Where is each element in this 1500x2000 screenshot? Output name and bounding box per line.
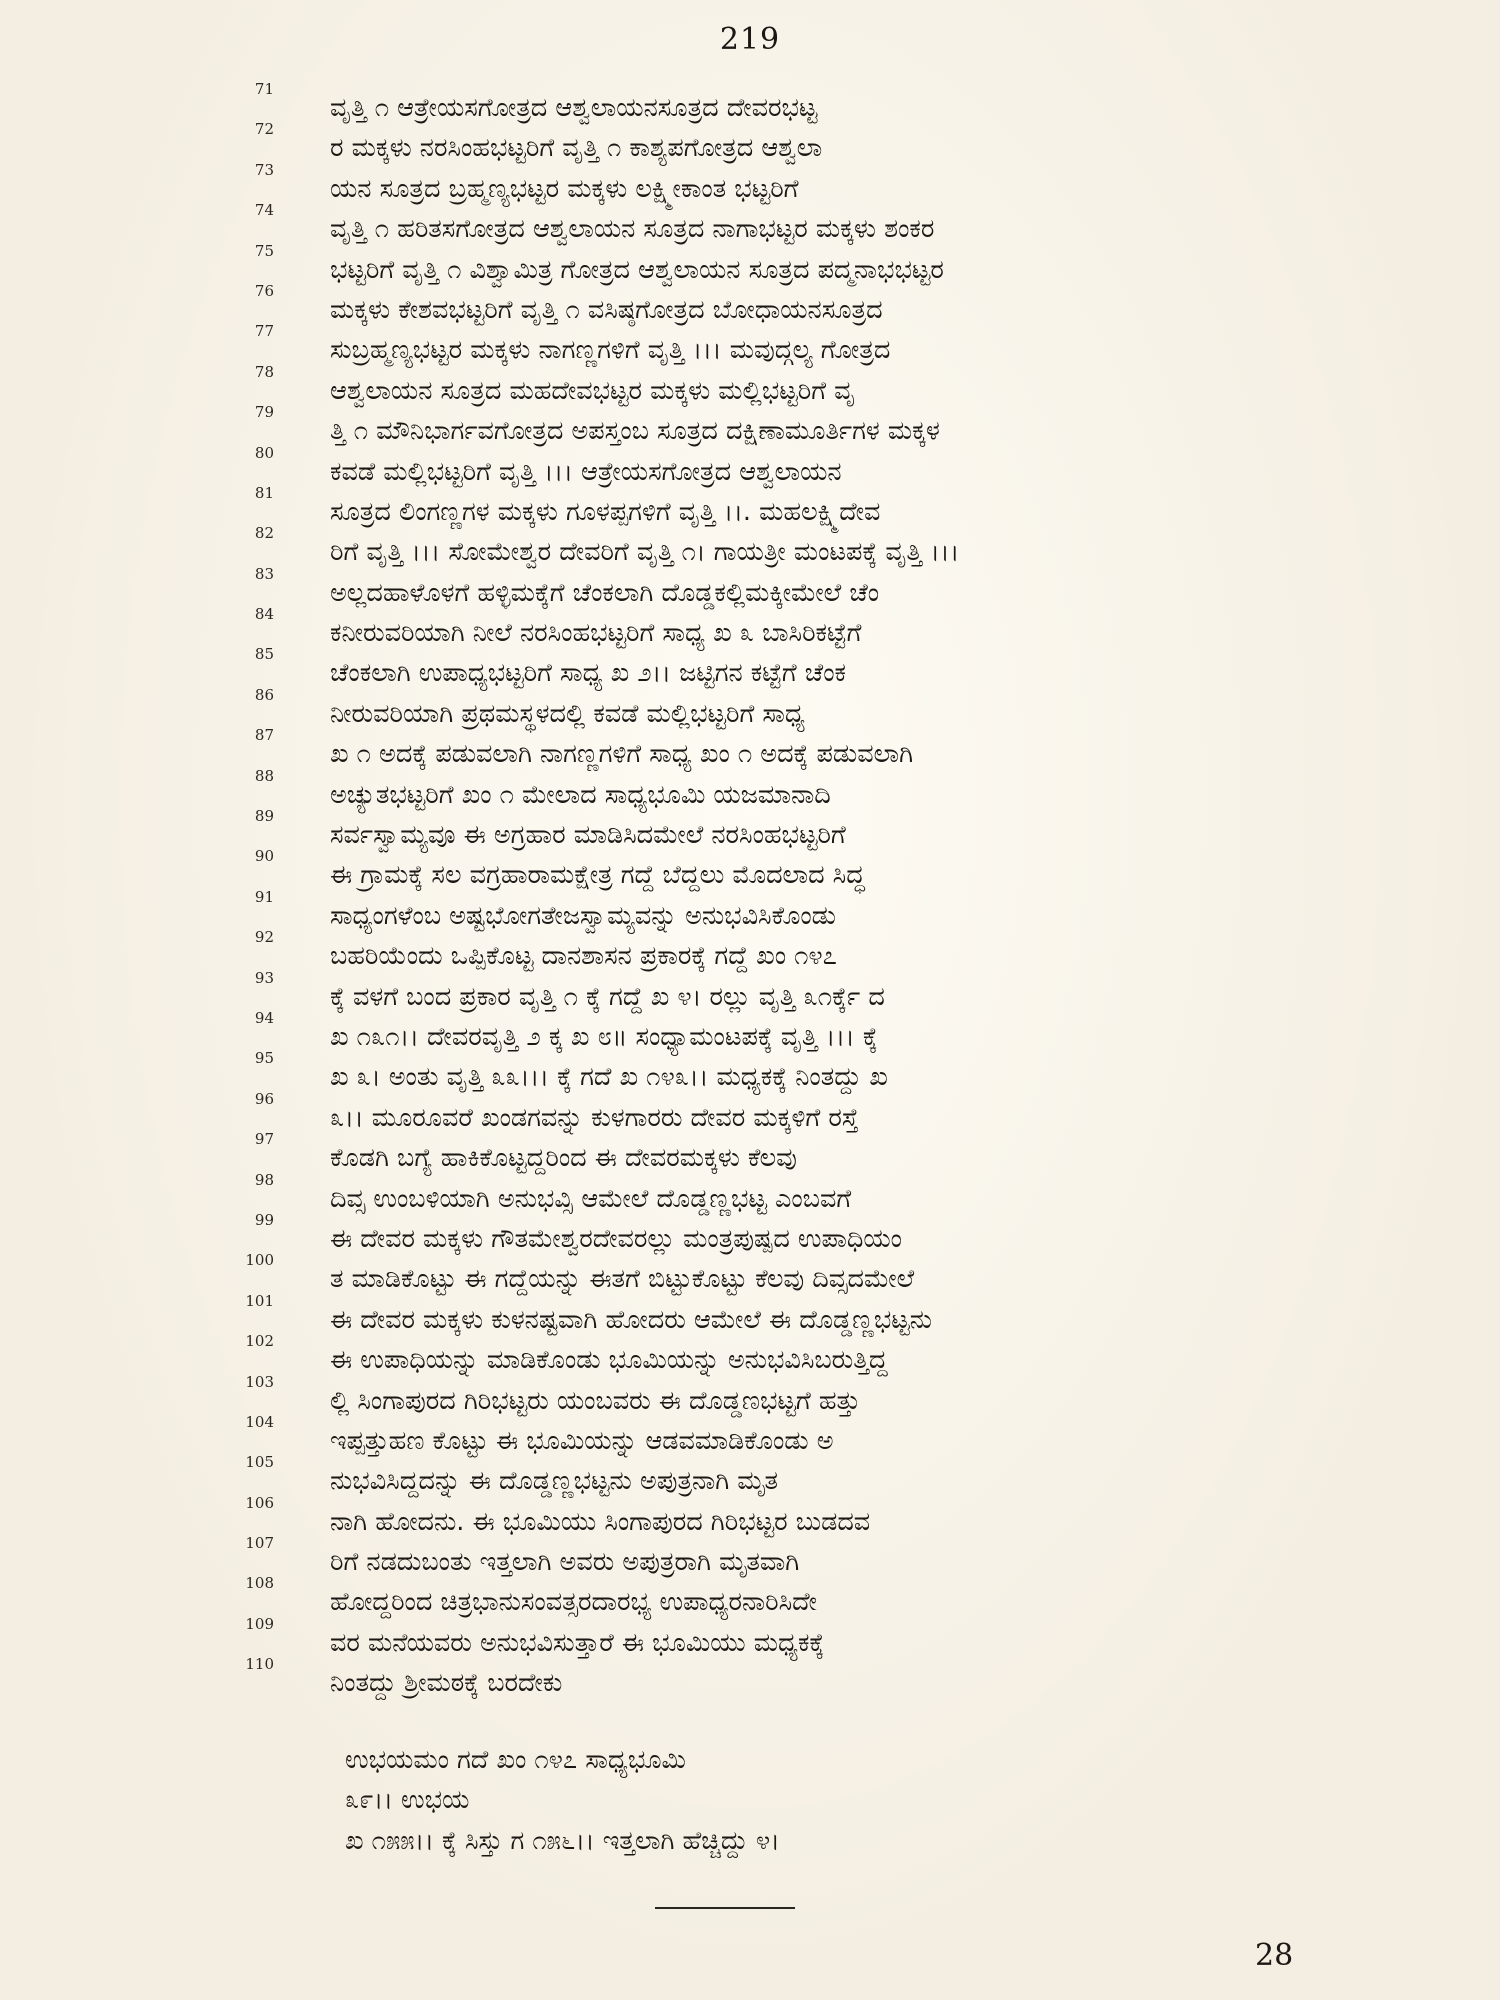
line-text: ಭಟ್ಟರಿಗೆ ವೃತ್ತಿ ೧ ವಿಶ್ವಾಮಿತ್ರ ಗೋತ್ರದ ಆಶ್ವಲಾಯನ ಸೂತ್ರದ ಪದ್ಮನಾಭಭಟ್ಟರ xyxy=(330,254,944,285)
line-number: 102 xyxy=(245,1332,274,1351)
summary-line: ಉಭಯಮಂ ಗದೆ ಖಂ ೧೪೭ ಸಾಧ್ಯಭೂಮಿ xyxy=(345,1745,686,1775)
line-number: 105 xyxy=(245,1453,274,1472)
line-text: ವೃತ್ತಿ ೧ ಹರಿತಸಗೋತ್ರದ ಆಶ್ವಲಾಯನ ಸೂತ್ರದ ನಾಗಾಭಟ್ಟರ ಮಕ್ಕಳು ಶಂಕರ xyxy=(330,214,935,245)
text-line xyxy=(245,1372,1290,1421)
line-text: ರಿಗೆ ವೃತ್ತಿ ।।। ಸೋಮೇಶ್ವರ ದೇವರಿಗೆ ವೃತ್ತಿ ೧। ಗಾಯತ್ರೀ ಮಂಟಪಕ್ಕೆ ವೃತ್ತಿ ।।। xyxy=(330,537,960,568)
line-number: 83 xyxy=(254,564,274,583)
line-number: 86 xyxy=(254,685,274,704)
line-text: ವೃತ್ತಿ ೧ ಆತ್ರೇಯಸಗೋತ್ರದ ಆಶ್ವಲಾಯನಸೂತ್ರದ ದೇವರಭಟ್ಟ xyxy=(330,93,818,123)
text-line xyxy=(254,1089,1290,1138)
text-line xyxy=(254,362,1290,411)
text-line xyxy=(254,766,1290,815)
line-number: 85 xyxy=(254,645,274,664)
text-line xyxy=(254,645,1290,693)
text-line xyxy=(245,1453,1290,1501)
line-number: 74 xyxy=(254,201,274,220)
line-text: ರಿಗೆ ನಡದುಬಂತು ಇತ್ತಲಾಗಿ ಅವರು ಅಪುತ್ರರಾಗಿ ಮೃತವಾಗಿ xyxy=(330,1547,800,1578)
line-number: 76 xyxy=(254,281,274,300)
line-text: ನಾಗಿ ಹೋದನು. ಈ ಭೂಮಿಯು ಸಿಂಗಾಪುರದ ಗಿರಿಭಟ್ಟರ ಬುಡದವ xyxy=(330,1506,871,1537)
text-line xyxy=(254,1210,1290,1259)
line-text: ಸೂತ್ರದ ಲಿಂಗಣ್ಣಗಳ ಮಕ್ಕಳು ಗೂಳಪ್ಪಗಳಿಗೆ ವೃತ್ತಿ ।।. ಮಹಲಕ್ಷ್ಮಿದೇವ xyxy=(330,496,881,527)
line-number: 91 xyxy=(254,887,274,906)
text-line xyxy=(254,1049,1290,1097)
line-text: ಈ ದೇವರ ಮಕ್ಕಳು ಗೌತಮೇಶ್ವರದೇವರಲ್ಲು ಮಂತ್ರಪುಷ್ಪದ ಉಪಾಧಿಯಂ xyxy=(330,1223,902,1254)
line-number: 97 xyxy=(254,1130,274,1149)
line-number: 93 xyxy=(254,968,274,987)
line-text: ತ್ತಿ ೧ ಮೌನಿಭಾರ್ಗವಗೋತ್ರದ ಅಪಸ್ತಂಬ ಸೂತ್ರದ ದಕ್ಷಿಣಾಮೂರ್ತಿಗಳ ಮಕ್ಕಳ xyxy=(330,416,940,447)
line-text: ಚೆಂಕಲಾಗಿ ಉಪಾಧ್ಯಭಟ್ಟರಿಗೆ ಸಾಧ್ಯ ಖ ೨।। ಜಟ್ಟಿಗನ ಕಟ್ಟೆಗೆ ಚೆಂಕ xyxy=(330,658,846,689)
text-line xyxy=(245,1614,1290,1663)
line-text: ಖ ೧೩೧।। ದೇವರವೃತ್ತಿ ೨ ಕ್ಕ ಖ ೮॥ ಸಂಧ್ಯಾಮಂಟಪಕ್ಕೆ ವೃತ್ತಿ ।।। ಕ್ಕೆ xyxy=(330,1021,878,1052)
line-number: 81 xyxy=(254,483,274,502)
text-line xyxy=(254,403,1290,451)
inscription-text-block xyxy=(245,80,1290,1704)
line-text: ದಿವ್ಸ ಉಂಬಳಿಯಾಗಿ ಅನುಭವ್ಸಿ ಆಮೇಲೆ ದೊಡ್ಡಣ್ಣಭಟ್ಟ ಎಂಬವಗೆ xyxy=(330,1183,852,1214)
line-text: ವರ ಮನೆಯವರು ಅನುಭವಿಸುತ್ತಾರೆ ಈ ಭೂಮಿಯು ಮಧ್ಯಕಕ್ಕೆ xyxy=(330,1627,825,1658)
line-text: ಅಚ್ಯುತಭಟ್ಟರಿಗೆ ಖಂ ೧ ಮೇಲಾದ ಸಾಧ್ಯಭೂಮಿ ಯಜಮಾನಾದಿ xyxy=(330,779,831,810)
section-end-rule xyxy=(655,1907,795,1909)
line-number: 100 xyxy=(245,1251,274,1270)
line-text: ಖ ೩। ಅಂತು ವೃತ್ತಿ ೩೩।।। ಕ್ಕೆ ಗದೆ ಖ ೧೪೩।। ಮಧ್ಯಕಕ್ಕೆ ನಿಂತದ್ದು ಖ xyxy=(330,1062,888,1093)
line-text: ಹೋದ್ದರಿಂದ ಚಿತ್ರಭಾನುಸಂವತ್ಸರದಾರಭ್ಯ ಉಪಾಧ್ಯರನಾರಿಸಿದೇ xyxy=(330,1587,817,1618)
text-line xyxy=(254,281,1290,330)
signature-number: 28 xyxy=(1255,1938,1294,1973)
line-text: ನುಭವಿಸಿದ್ದದನ್ನು ಈ ದೊಡ್ಡಣ್ಣಭಟ್ಟನು ಅಪುತ್ರನಾಗಿ ಮೃತ xyxy=(330,1466,779,1497)
line-text: ಸುಬ್ರಹ್ಮಣ್ಯಭಟ್ಟರ ಮಕ್ಕಳು ನಾಗಣ್ಣಗಳಿಗೆ ವೃತ್ತಿ ।।। ಮವುದ್ಗಲ್ಯ ಗೋತ್ರದ xyxy=(330,335,891,366)
line-text: ಖ ೧ ಅದಕ್ಕೆ ಪಡುವಲಾಗಿ ನಾಗಣ್ಣಗಳಿಗೆ ಸಾಧ್ಯ ಖಂ ೧ ಅದಕ್ಕೆ ಪಡುವಲಾಗಿ xyxy=(330,739,914,770)
text-line xyxy=(254,322,1290,370)
line-text: ರ ಮಕ್ಕಳು ನರಸಿಂಹಭಟ್ಟರಿಗೆ ವೃತ್ತಿ ೧ ಕಾಶ್ಯಪಗೋತ್ರದ ಆಶ್ವಲಾ xyxy=(330,133,823,164)
text-line xyxy=(254,80,1290,128)
line-number: 80 xyxy=(254,443,274,462)
text-line xyxy=(254,564,1290,613)
line-number: 109 xyxy=(245,1614,274,1633)
line-number: 94 xyxy=(254,1008,274,1027)
line-number: 101 xyxy=(245,1291,274,1310)
line-number: 104 xyxy=(245,1412,274,1431)
text-line xyxy=(245,1534,1290,1582)
line-text: ೩।। ಮೂರೂವರೆ ಖಂಡಗವನ್ನು ಕುಳಗಾರರು ದೇವರ ಮಕ್ಕಳಿಗೆ ರಸ್ತೆ xyxy=(330,1102,859,1133)
line-number: 88 xyxy=(254,766,274,785)
text-line xyxy=(245,1655,1290,1703)
text-line xyxy=(254,201,1290,249)
text-line xyxy=(245,1412,1290,1461)
text-line xyxy=(254,1170,1290,1219)
summary-line: ೩೯।। ಉಭಯ xyxy=(345,1785,470,1816)
line-number: 96 xyxy=(254,1089,274,1108)
text-line xyxy=(245,1291,1290,1340)
line-number: 99 xyxy=(254,1210,274,1229)
text-line xyxy=(254,241,1290,290)
page-number: 219 xyxy=(719,22,781,57)
line-number: 72 xyxy=(254,120,274,139)
line-text: ಮಕ್ಕಳು ಕೇಶವಭಟ್ಟರಿಗೆ ವೃತ್ತಿ ೧ ವಸಿಷ್ಠಗೋತ್ರದ ಬೋಧಾಯನಸೂತ್ರದ xyxy=(330,294,883,325)
line-text: ಅಲ್ಲದಹಾಳೊಳಗೆ ಹಳ್ಳಿಮಕ್ಕೆಗೆ ಚೆಂಕಲಾಗಿ ದೊಡ್ಡಕಲ್ಲಿಮಕ್ಕೀಮೇಲೆ ಚೆಂ xyxy=(330,577,880,608)
line-text: ಕನೀರುವರಿಯಾಗಿ ನೀಲೆ ನರಸಿಂಹಭಟ್ಟರಿಗೆ ಸಾಧ್ಯ ಖ ೩ ಬಾಸಿರಿಕಟ್ಟೆಗೆ xyxy=(330,618,862,649)
line-text: ಸಾಧ್ಯಂಗಳೆಂಬ ಅಷ್ಟಭೋಗತೇಜಸ್ವಾಮ್ಯವನ್ನು ಅನುಭವಿಸಿಕೊಂಡು xyxy=(330,900,836,931)
text-line xyxy=(254,483,1290,532)
line-number: 103 xyxy=(245,1372,274,1391)
line-text: ನಿಂತದ್ದು ಶ್ರೀಮಠಕ್ಕೆ ಬರದೇಕು xyxy=(330,1668,563,1699)
line-number: 82 xyxy=(254,524,274,543)
line-number: 110 xyxy=(245,1655,274,1674)
line-number: 84 xyxy=(254,605,274,624)
line-number: 107 xyxy=(245,1534,274,1553)
text-line xyxy=(254,1130,1290,1178)
line-text: ಯನ ಸೂತ್ರದ ಬ್ರಹ್ಮಣ್ಯಭಟ್ಟರ ಮಕ್ಕಳು ಲಕ್ಷ್ಮೀಕಾಂತ ಭಟ್ಟರಿಗೆ xyxy=(330,173,799,204)
text-line xyxy=(245,1574,1290,1622)
text-line xyxy=(245,1332,1290,1380)
line-number: 79 xyxy=(254,403,274,422)
line-number: 77 xyxy=(254,322,274,341)
line-text: ಲ್ಲಿ ಸಿಂಗಾಪುರದ ಗಿರಿಭಟ್ಟರು ಯಂಬವರು ಈ ದೊಡ್ಡಣಭಟ್ಟಗೆ ಹತ್ತು xyxy=(330,1385,861,1416)
line-text: ನೀರುವರಿಯಾಗಿ ಪ್ರಥಮಸ್ಥಳದಲ್ಲಿ ಕವಡೆ ಮಲ್ಲಿಭಟ್ಟರಿಗೆ ಸಾಧ್ಯ xyxy=(330,698,805,729)
line-text: ಈ ಗ್ರಾಮಕ್ಕೆ ಸಲ ವಗ್ರಹಾರಾಮಕ್ಷೇತ್ರ ಗದ್ದೆ ಬೆದ್ದಲು ಮೊದಲಾದ ಸಿದ್ಧ xyxy=(330,860,865,891)
line-number: 75 xyxy=(254,241,274,260)
text-line xyxy=(254,443,1290,492)
line-text: ಕ್ಕೆ ವಳಗೆ ಬಂದ ಪ್ರಕಾರ ವೃತ್ತಿ ೧ ಕ್ಕೆ ಗದ್ದೆ ಖ ೪। ರಲ್ಲು ವೃತ್ತಿ ೩೧ರ್ಕ್ಕೆ ದ xyxy=(330,981,885,1012)
text-line xyxy=(254,726,1290,774)
line-text: ಆಶ್ವಲಾಯನ ಸೂತ್ರದ ಮಹದೇವಭಟ್ಟರ ಮಕ್ಕಳು ಮಲ್ಲಿಭಟ್ಟರಿಗೆ ವೃ xyxy=(330,375,856,406)
line-text: ಕವಡೆ ಮಲ್ಲಿಭಟ್ಟರಿಗೆ ವೃತ್ತಿ ।।। ಆತ್ರೇಯಸಗೋತ್ರದ ಆಶ್ವಲಾಯನ xyxy=(330,456,842,487)
line-text: ಈ ದೇವರ ಮಕ್ಕಳು ಕುಳನಷ್ಟವಾಗಿ ಹೋದರು ಆಮೇಲೆ ಈ ದೊಡ್ಡಣ್ಣಭಟ್ಟನು xyxy=(330,1304,933,1335)
line-number: 89 xyxy=(254,807,274,826)
line-number: 87 xyxy=(254,726,274,745)
text-line xyxy=(254,968,1290,1017)
line-text: ಬಹರಿಯೆಂದು ಒಪ್ಪಿಕೊಟ್ಟ ದಾನಶಾಸನ ಪ್ರಕಾರಕ್ಕೆ ಗದ್ದೆ ಖಂ ೧೪೭ xyxy=(330,941,837,972)
line-text: ಕೊಡಗಿ ಬಗ್ಯೆ ಹಾಕಿಕೊಟ್ಟದ್ದರಿಂದ ಈ ದೇವರಮಕ್ಕಳು ಕೆಲವು xyxy=(330,1143,797,1174)
text-line xyxy=(245,1251,1290,1299)
text-line xyxy=(245,1493,1290,1542)
text-line xyxy=(254,685,1290,734)
summary-line: ಖ ೧೫೫।। ಕ್ಕೆ ಸಿಸ್ತು ಗ ೧೫೬।। ಇತ್ತಲಾಗಿ ಹೆಚ್ಚಿದ್ದು ೪। xyxy=(345,1825,780,1856)
text-line xyxy=(254,807,1290,855)
line-number: 78 xyxy=(254,362,274,381)
line-number: 106 xyxy=(245,1493,274,1512)
line-text: ತ ಮಾಡಿಕೊಟ್ಟು ಈ ಗದ್ದೆಯನ್ನು ಈತಗೆ ಬಿಟ್ಟುಕೊಟ್ಟು ಕೆಲವು ದಿವ್ಸದಮೇಲೆ xyxy=(330,1264,915,1295)
text-line xyxy=(254,928,1290,976)
line-text: ಇಪ್ಪತ್ತುಹಣ ಕೊಟ್ಟು ಈ ಭೂಮಿಯನ್ನು ಆಡವಮಾಡಿಕೊಂಡು ಅ xyxy=(330,1425,834,1456)
text-line xyxy=(254,120,1290,168)
text-line xyxy=(254,605,1290,653)
line-number: 108 xyxy=(245,1574,274,1593)
line-number: 90 xyxy=(254,847,274,866)
line-number: 71 xyxy=(254,80,274,98)
text-line xyxy=(254,160,1290,209)
text-line xyxy=(254,847,1290,895)
summary-block xyxy=(345,1740,1245,1861)
line-number: 95 xyxy=(254,1049,274,1068)
line-text: ಸರ್ವಸ್ವಾಮ್ಯವೂ ಈ ಅಗ್ರಹಾರ ಮಾಡಿಸಿದಮೇಲೆ ನರಸಿಂಹಭಟ್ಟರಿಗೆ xyxy=(330,820,846,851)
line-number: 73 xyxy=(254,160,274,179)
line-text: ಈ ಉಪಾಧಿಯನ್ನು ಮಾಡಿಕೊಂಡು ಭೂಮಿಯನ್ನು ಅನುಭವಿಸಿಬರುತ್ತಿದ್ದ xyxy=(330,1345,888,1376)
text-line xyxy=(254,524,1290,572)
line-number: 98 xyxy=(254,1170,274,1189)
text-line xyxy=(254,1008,1290,1057)
line-number: 92 xyxy=(254,928,274,947)
text-line xyxy=(254,887,1290,936)
